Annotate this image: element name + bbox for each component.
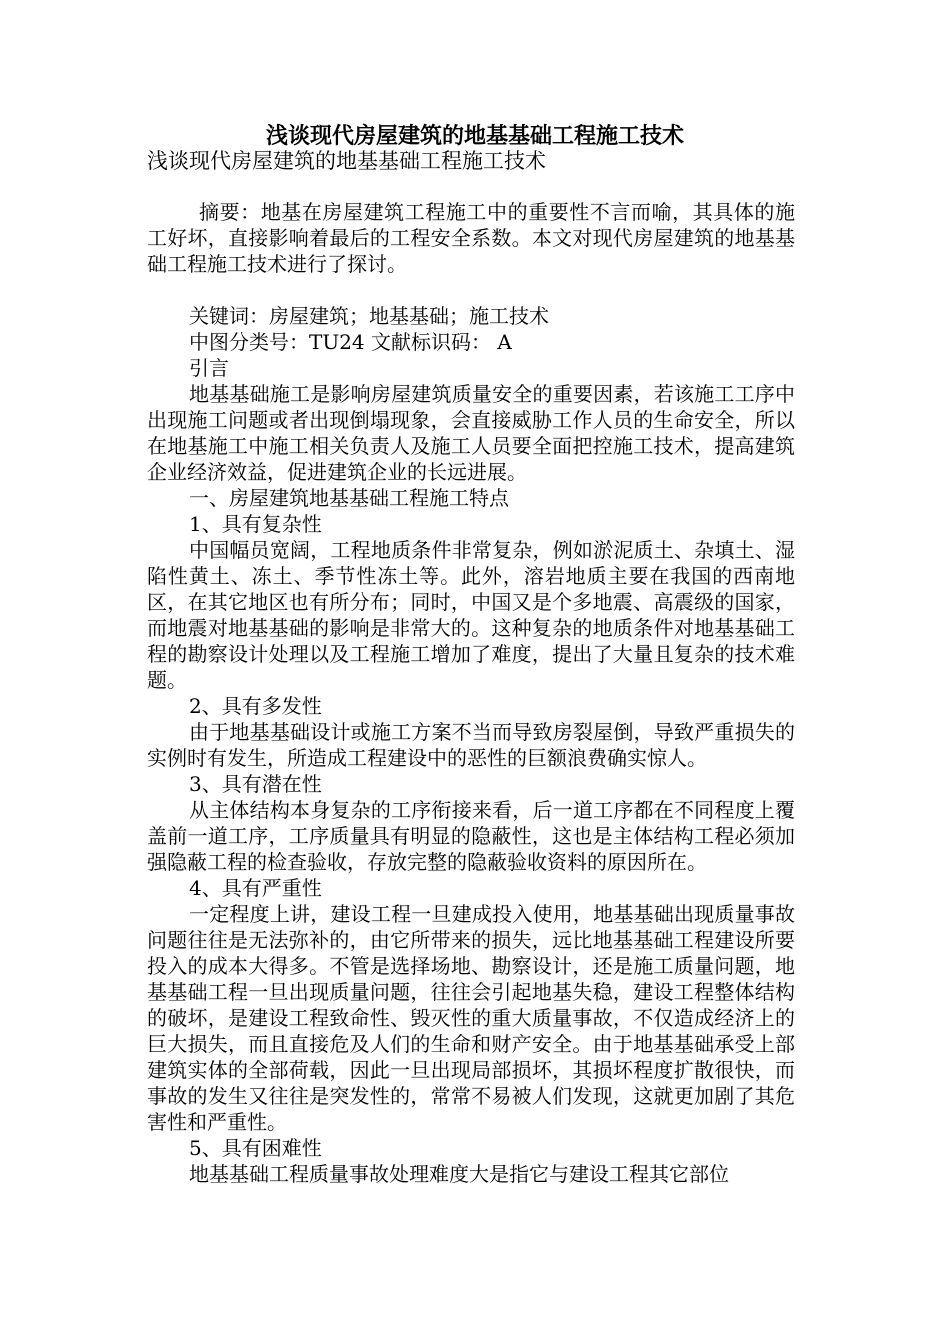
- subsection2-paragraph: 由于地基基础设计或施工方案不当而导致房裂屋倒，导致严重损失的实例时有发生，所造成工程建设中的恶性的巨额浪费确实惊人。: [147, 720, 795, 770]
- subsection1-heading: 1、具有复杂性: [189, 512, 322, 536]
- subsection2-heading: 2、具有多发性: [189, 694, 322, 718]
- section1-heading: 一、房屋建筑地基基础工程施工特点: [189, 486, 509, 510]
- subsection4-heading: 4、具有严重性: [189, 876, 322, 900]
- subsection4-paragraph: 一定程度上讲，建设工程一旦建成投入使用，地基基础出现质量事故问题往往是无法弥补的，由它所带来的损失，远比地基基础工程建设所要投入的成本大得多。不管是选择场地、勘察设计，还是施工质量问题，地基基础工程一旦出现质量问题，往往会引起地基失稳，建设工程整体结构的破坏，是建设工程致命性、毁灭性的重大质量事故，不仅造成经济上的巨大损失，而且直接危及人们的生命和财产安全。由于地基基础承受上部建筑实体的全部荷载，因此一旦出现局部损坏，其损坏程度扩散很快，而事故的发生又往往是突发性的，常常不易被人们发现，这就更加剧了其危害性和严重性。: [147, 902, 795, 1134]
- document-title: 浅谈现代房屋建筑的地基基础工程施工技术: [265, 123, 684, 149]
- document-body: [147, 199, 795, 1187]
- intro-heading: 引言: [189, 356, 229, 380]
- keywords-line: 关键词：房屋建筑；地基基础；施工技术: [189, 304, 549, 328]
- subsection3-heading: 3、具有潜在性: [189, 772, 322, 796]
- subsection1-paragraph: 中国幅员宽阔，工程地质条件非常复杂，例如淤泥质土、杂填土、湿陷性黄土、冻土、季节性冻土等。此外，溶岩地质主要在我国的西南地区，在其它地区也有所分布；同时，中国又是个多地震、高震级的国家，而地震对地基基础的影响是非常大的。这种复杂的地质条件对地基基础工程的勘察设计处理以及工程施工增加了难度，提出了大量且复杂的技术难题。: [147, 538, 795, 692]
- subsection3-paragraph: 从主体结构本身复杂的工序衔接来看，后一道工序都在不同程度上覆盖前一道工序，工序质量具有明显的隐蔽性，这也是主体结构工程必须加强隐蔽工程的检查验收，存放完整的隐蔽验收资料的原因所在。: [147, 798, 795, 874]
- document-subtitle: 浅谈现代房屋建筑的地基基础工程施工技术: [147, 149, 546, 173]
- subsection5-paragraph: 地基基础工程质量事故处理难度大是指它与建设工程其它部位: [189, 1162, 729, 1186]
- classification-line: 中图分类号：TU24 文献标识码： A: [189, 330, 512, 354]
- intro-paragraph: 地基基础施工是影响房屋建筑质量安全的重要因素，若该施工工序中出现施工问题或者出现倒塌现象，会直接威胁工作人员的生命安全，所以在地基施工中施工相关负责人及施工人员要全面把控施工技术，提高建筑企业经济效益，促进建筑企业的长远进展。: [147, 382, 795, 484]
- abstract-paragraph: 摘要：地基在房屋建筑工程施工中的重要性不言而喻，其具体的施工好坏，直接影响着最后的工程安全系数。本文对现代房屋建筑的地基基础工程施工技术进行了探讨。: [147, 200, 795, 276]
- subsection5-heading: 5、具有困难性: [189, 1136, 322, 1160]
